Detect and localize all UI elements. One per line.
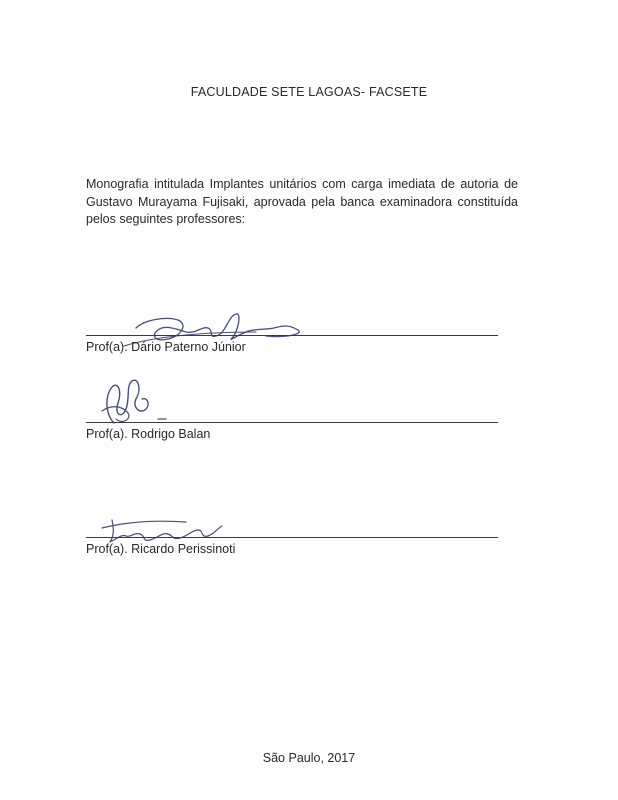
institution-title: FACULDADE SETE LAGOAS- FACSETE [190,85,428,99]
place-and-date: São Paulo, 2017 [262,751,356,765]
approval-paragraph: Monografia intitulada Implantes unitários com carga imediata de autoria de Gustavo Murayama Fujisaki, aprovada pela banca examinadora constituída pelos seguintes professores: [86,177,518,226]
signature-line-2 [86,422,498,423]
examiner-name-2: Prof(a). Rodrigo Balan [86,427,211,441]
examiner-signature-block-2 [86,385,498,445]
examiner-signature-block-3 [86,500,498,560]
signature-line-3 [86,537,498,538]
examiner-name-1: Prof(a). Dário Paterno Júnior [86,340,246,354]
signature-line-1 [86,335,498,336]
examiner-name-3: Prof(a). Ricardo Perissinoti [86,542,236,556]
examiner-signature-block-1 [86,298,498,358]
handwritten-signature-2 [92,375,172,435]
